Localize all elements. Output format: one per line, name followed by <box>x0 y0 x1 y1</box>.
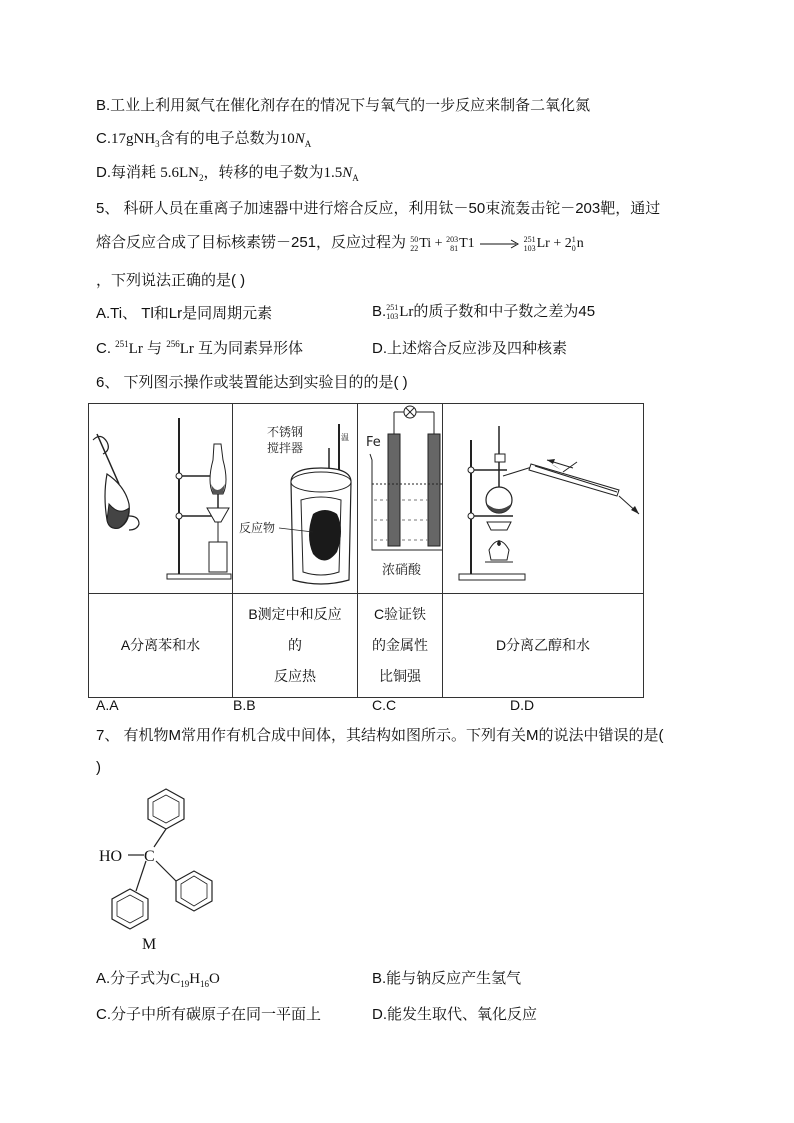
molecule-m-structure-icon <box>94 785 224 955</box>
lr256-symbol: Lr <box>179 341 194 357</box>
q5-option-b-prefix: B. <box>372 303 387 320</box>
q7-option-b: B.能与钠反应产生氢气 <box>372 970 522 987</box>
q4-option-d-const: N <box>342 165 353 181</box>
reaction-arrow-icon <box>478 239 520 249</box>
caption-a <box>89 594 233 698</box>
lr-isotope-indices-b <box>386 303 398 321</box>
lr-mass-number-b: 251 <box>386 303 399 313</box>
hydroxyl-label: HO <box>99 848 123 865</box>
caption-c-line1: C验证铁 <box>373 606 427 622</box>
tl-atomic-number: 81 <box>450 243 459 253</box>
q6-stem: 6、 下列图示操作或装置能达到实验目的的是( ) <box>96 374 408 391</box>
central-carbon-label: C <box>144 848 155 865</box>
ti-atomic-number: 22 <box>410 243 419 253</box>
stirrer-label-2: 搅拌器 <box>267 441 304 455</box>
acid-label: 浓硝酸 <box>382 563 422 578</box>
q6-choice-c: C.C <box>372 697 397 713</box>
q6-choice-b: B.B <box>233 697 256 713</box>
tl-mass-number: 203 <box>446 234 459 244</box>
caption-c <box>358 594 443 698</box>
tl-isotope-indices <box>446 235 458 253</box>
neutron-symbol: n <box>576 236 584 251</box>
stirrer-label-1: 不锈钢 <box>267 425 304 439</box>
q4-option-d-volume: 5.6LN <box>160 165 199 181</box>
formula-c-count: 19 <box>180 979 190 989</box>
caption-b-line1: B测定中和反应 <box>248 606 342 622</box>
q5-option-a: A.Ti、 Tl和Lr是同周期元素 <box>96 305 273 322</box>
q7-option-a <box>96 968 220 990</box>
apparatus-d-cell <box>443 404 644 594</box>
lr256-mass-number: 256 <box>166 339 180 349</box>
neutron-coefficient: 2 <box>564 236 572 251</box>
lr-mass-number: 251 <box>523 234 536 244</box>
lr-atomic-number: 103 <box>523 243 536 253</box>
q4-option-c-text: 含有的电子总数为 <box>159 130 280 147</box>
q5-option-c-mid: 与 <box>147 340 163 357</box>
q5-option-b-text: 的质子数和中子数之差为45 <box>413 303 596 320</box>
q4-option-c-mass: 17gNH <box>111 131 156 147</box>
caption-d-text: D分离乙醇和水 <box>495 637 591 653</box>
plus-sign: + <box>434 236 443 251</box>
q4-option-d-sub: 2 <box>198 173 204 183</box>
q7-option-d: D.能发生取代、氧化反应 <box>372 1006 538 1023</box>
lr-symbol-b: Lr <box>399 304 414 320</box>
q5-option-c-prefix: C. <box>96 340 111 357</box>
reactant-label: 反应物 <box>239 521 276 535</box>
q5-stem-line2-text: 熔合反应合成了目标核素铹－251，反应过程为 <box>96 234 407 251</box>
distillation-apparatus-icon <box>443 404 643 590</box>
plus-sign: + <box>553 236 562 251</box>
neutron-indices <box>572 235 576 253</box>
lr251-symbol: Lr <box>128 341 143 357</box>
ti-symbol: Ti <box>419 236 432 251</box>
q4-option-c-prefix: C. <box>96 130 111 147</box>
ti-isotope-indices <box>410 235 418 253</box>
apparatus-a-cell <box>89 404 233 594</box>
caption-b <box>233 594 358 698</box>
q5-option-c <box>96 338 303 360</box>
q4-option-c-const-sub: A <box>304 139 312 149</box>
q6-choice-a: A.A <box>96 697 119 713</box>
experiment-table <box>88 403 644 698</box>
separatory-funnel-apparatus-icon <box>89 404 232 590</box>
neutron-mass-number: 1 <box>571 234 576 244</box>
thermometer-label: 温 <box>341 433 349 442</box>
formula-c: C <box>170 971 181 987</box>
q5-option-c-text: 互为同素异形体 <box>198 340 304 357</box>
q5-stem-line1: 5、 科研人员在重离子加速器中进行熔合反应，利用钛－50束流轰击铊－203靶，通过 <box>96 200 661 217</box>
caption-d <box>443 594 644 698</box>
apparatus-b-cell <box>233 404 358 594</box>
q5-stem-line3: ，下列说法正确的是( ) <box>96 272 246 289</box>
q4-option-d-prefix: D.每消耗 <box>96 164 157 181</box>
q4-option-d <box>96 162 359 184</box>
lr-isotope-indices <box>524 235 536 253</box>
calorimeter-apparatus-icon <box>233 404 357 590</box>
q4-option-d-const-sub: A <box>352 173 359 183</box>
molecule-name-label: M <box>142 936 157 953</box>
formula-o: O <box>209 971 220 987</box>
neutron-charge-number: 0 <box>571 243 576 253</box>
q7-option-a-prefix: A.分子式为 <box>96 970 171 987</box>
q4-option-d-text: ，转移的电子数为 <box>203 164 324 181</box>
lr-symbol: Lr <box>536 236 550 251</box>
q7-option-c: C.分子中所有碳原子在同一平面上 <box>96 1006 322 1023</box>
q6-choice-d: D.D <box>510 697 535 713</box>
caption-c-line3: 比铜强 <box>379 668 421 684</box>
ti-mass-number: 50 <box>410 234 419 244</box>
q7-stem-line2: ) <box>96 759 101 776</box>
formula-h-count: 16 <box>200 979 210 989</box>
apparatus-c-cell <box>358 404 443 594</box>
nuclear-equation <box>410 236 584 251</box>
q7-stem-line1: 7、 有机物M常用作有机合成中间体，其结构如图所示。下列有关M的说法中错误的是( <box>96 727 664 744</box>
q5-option-b <box>372 301 595 323</box>
caption-a-text: A分离苯和水 <box>120 637 201 653</box>
formula-h: H <box>189 971 201 987</box>
q4-option-c <box>96 128 311 150</box>
q4-option-d-value: 1.5 <box>323 165 343 181</box>
fe-label: Fe <box>366 435 381 450</box>
tl-symbol: T1 <box>459 236 475 251</box>
caption-b-line2: 的 <box>288 637 302 653</box>
q5-option-d: D.上述熔合反应涉及四种核素 <box>372 340 568 357</box>
q4-option-c-const: N <box>294 131 305 147</box>
lr-atomic-number-b: 103 <box>386 312 399 322</box>
q4-option-b: B.工业上利用氮气在催化剂存在的情况下与氧气的一步反应来制备二氧化氮 <box>96 97 591 114</box>
q4-option-c-sub: 3 <box>155 139 160 149</box>
q4-option-c-value: 10 <box>279 131 295 147</box>
caption-c-line2: 的金属性 <box>372 637 428 653</box>
q5-stem-line2 <box>96 232 584 255</box>
lr251-mass-number: 251 <box>115 339 129 349</box>
caption-b-line3: 反应热 <box>274 668 316 684</box>
electrolysis-cell-icon <box>358 404 442 590</box>
